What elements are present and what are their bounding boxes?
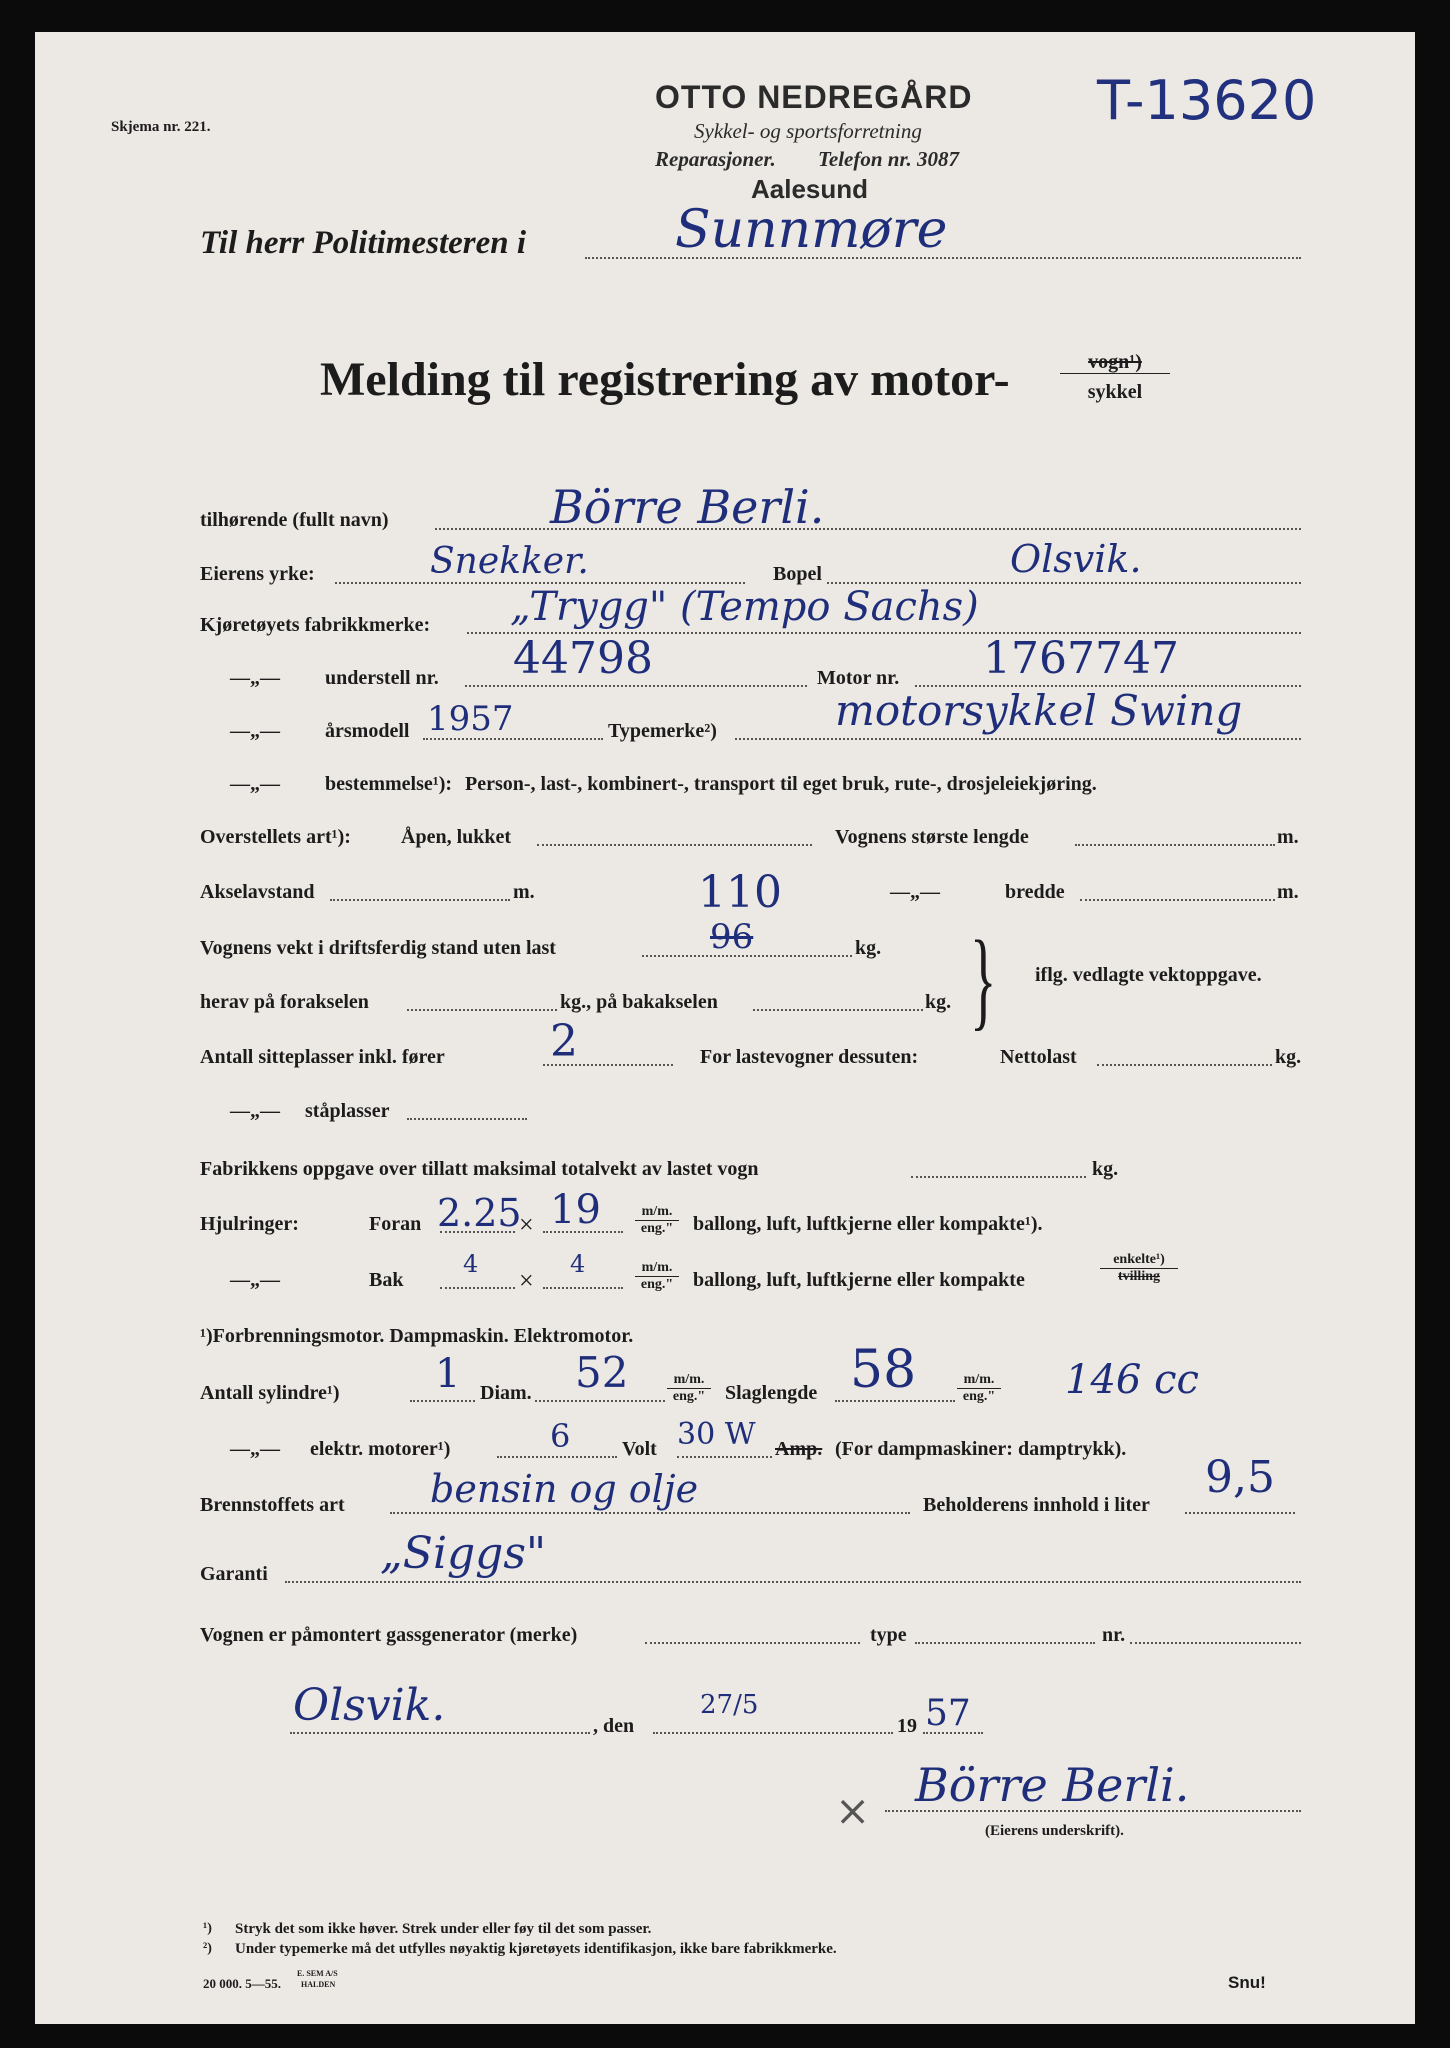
front-axle-label: herav på forakselen [200,991,369,1013]
gas-generator-label: Vognen er påmontert gassgenerator (merke) [200,1624,578,1646]
chassis-label: understell nr. [325,667,439,689]
footnote-2: Under typemerke må det utfylles nøyaktig kjøretøyets identifikasjon, ikke bare fabrikkmerke. [235,1941,837,1957]
residence-value: Olsvik. [1010,537,1142,581]
width-unit: m. [1277,881,1299,903]
police-district-value: Sunnmøre [675,200,948,260]
model-year-dash: —„— [230,720,280,742]
owner-name-label: tilhørende (fullt navn) [200,509,389,531]
net-load-unit: kg. [1275,1046,1302,1068]
unit-eng: eng." [640,1221,674,1236]
make-label: Kjøretøyets fabrikkmerke: [200,614,431,636]
date-line [653,1732,893,1734]
motor-no-label: Motor nr. [817,667,900,689]
turn-over-label: Snu! [1228,1973,1266,1992]
gas-nr-label: nr. [1102,1624,1126,1646]
model-year-label: årsmodell [325,720,410,742]
electric-motors-dash: —„— [230,1438,280,1460]
electric-volt-value: 6 [550,1417,571,1455]
guarantee-label: Garanti [200,1563,268,1585]
weight-unit: kg. [855,937,882,959]
schema-number: Skjema nr. 221. [111,119,211,135]
diameter-label: Diam. [480,1382,532,1404]
body-type-options: Åpen, lukket [401,826,512,848]
front-tire-width-value: 2.25 [437,1191,522,1235]
max-total-weight-line [911,1176,1086,1178]
net-load-label: Nettolast [1000,1046,1077,1068]
standing-label: ståplasser [305,1100,390,1122]
width-line [1080,899,1275,901]
electric-motors-label: elektr. motorer¹) [310,1438,451,1460]
standing-line [407,1118,527,1120]
electric-motors-line [497,1456,617,1458]
seats-value: 2 [550,1016,578,1067]
max-length-unit: m. [1277,826,1299,848]
rear-tire-single: enkelte¹) [1100,1252,1178,1269]
purpose-dash: —„— [230,773,280,795]
footnote-1: Stryk det som ikke høver. Strek under eller føy til det som passer. [235,1921,652,1937]
title-option-vehicle: vogn¹) [1060,351,1170,374]
gas-type-line [915,1642,1095,1644]
rear-tire-width-line [440,1287,515,1289]
rear-tire-label: Bak [369,1269,404,1291]
stamp-line-2a: Reparasjoner. [655,147,776,171]
chassis-line [465,685,807,687]
electric-watt-value: 30 W [677,1417,756,1452]
rear-tire-twin: tvilling [1117,1269,1160,1284]
rear-tire-mount [1100,1252,1178,1285]
volt-line [677,1456,772,1458]
unit-mm: m/m. [635,1260,679,1277]
width-label: bredde [1005,881,1065,903]
body-type-line [537,844,812,846]
type-mark-line [735,738,1301,740]
gas-type-label: type [870,1624,907,1646]
place-line [290,1732,590,1734]
tank-capacity-label: Beholderens innhold i liter [923,1494,1150,1516]
max-total-weight-unit: kg. [1092,1158,1119,1180]
fuel-type-line [390,1512,910,1514]
cylinders-line [410,1400,475,1402]
cylinders-label: Antall sylindre¹) [200,1382,340,1404]
weight-brace: } [970,918,997,1040]
stroke-line [835,1400,955,1402]
unit-eng: eng." [672,1389,706,1404]
purpose-options: Person-, last-, kombinert-, transport til eget bruk, rute-, drosjeleiekjøring. [465,773,1097,795]
addressee-label: Til herr Politimesteren i [200,225,527,261]
form-title: Melding til registrering av motor- [320,353,1010,406]
footnote-1-mark: ¹) [203,1921,212,1936]
stamp-city: Aalesund [751,174,869,204]
signature-value: Börre Berli. [915,1758,1190,1812]
rear-axle-unit: kg. [925,991,952,1013]
owner-name-value: Börre Berli. [550,480,825,534]
title-vehicle-choice [1060,351,1170,403]
width-dash: —„— [890,881,940,903]
type-mark-label: Typemerke²) [608,720,717,742]
unit-mm: m/m. [957,1372,1001,1389]
guarantee-value: „Siggs" [380,1528,547,1579]
diameter-line [535,1400,665,1402]
unit-mm: m/m. [667,1372,711,1389]
fuel-value: bensin og olje [430,1467,699,1511]
wheelbase-unit: m. [513,881,535,903]
displacement-value: 146 cc [1065,1357,1199,1403]
max-total-weight-label: Fabrikkens oppgave over tillatt maksimal totalvekt av lastet vogn [200,1158,759,1180]
engine-types: ¹)Forbrenningsmotor. Dampmaskin. Elektromotor. [200,1325,634,1347]
fuel-type-label: Brennstoffets art [200,1494,345,1516]
purpose-label: bestemmelse¹): [325,773,453,795]
unit-eng: eng." [640,1277,674,1292]
type-mark-value: motorsykkel Swing [835,686,1243,735]
stroke-value: 58 [850,1340,917,1400]
date-value: 27/5 [700,1690,759,1720]
year-suffix-value: 57 [925,1693,971,1734]
tank-liters-value: 9,5 [1205,1452,1275,1503]
printer-name: E. SEM A/S [297,1969,338,1978]
printer-city: HALDEN [301,1980,336,1989]
stamp-line-2b: Telefon nr. 3087 [818,147,959,171]
tank-capacity-line [1185,1512,1295,1514]
form-sheet [35,32,1415,2024]
wheelbase-label: Akselavstand [200,881,315,903]
wheelbase-line [330,899,510,901]
signature-caption: (Eierens underskrift). [985,1823,1124,1839]
chassis-dash: —„— [230,667,280,689]
residence-label: Bopel [773,563,822,585]
weight-note: iflg. vedlagte vektoppgave. [1035,964,1262,986]
occupation-label: Eierens yrke: [200,563,315,585]
title-option-cycle: sykkel [1087,381,1143,403]
gas-nr-line [1130,1642,1301,1644]
reference-number: T-13620 [1097,69,1317,132]
max-length-line [1075,844,1275,846]
stamp-name: OTTO NEDREGÅRD [655,79,973,115]
gas-generator-line [645,1642,860,1644]
truck-also-label: For lastevogner dessuten: [700,1046,919,1068]
rear-tire-dash: —„— [230,1269,280,1291]
stamp-line-1: Sykkel- og sportsforretning [694,119,922,143]
unit-eng: eng." [962,1389,996,1404]
make-value: „Trygg" (Tempo Sachs) [510,584,979,630]
amp-label: Amp. [775,1438,823,1460]
standing-dash: —„— [230,1100,280,1122]
model-year-value: 1957 [427,699,514,739]
rear-tire-times: × [519,1266,534,1295]
unit-mm: m/m. [635,1204,679,1221]
footnote-2-mark: ²) [203,1941,212,1956]
chassis-value: 44798 [513,633,653,684]
tires-label: Hjulringer: [200,1213,299,1235]
weight-value: 110 [698,867,782,918]
max-length-label: Vognens største lengde [835,826,1029,848]
steam-note: (For dampmaskiner: damptrykk). [835,1438,1127,1460]
front-tire-diam-value: 19 [550,1187,601,1233]
body-type-label: Overstellets art¹): [200,826,351,848]
stroke-label: Slaglengde [725,1382,818,1404]
place-value: Olsvik. [293,1680,446,1731]
date-den-label: , den [593,1715,635,1737]
signature-mark: × [835,1786,871,1835]
guarantee-line [285,1581,1301,1583]
net-load-line [1097,1064,1272,1066]
rear-tire-diam-value: 4 [570,1250,586,1278]
rear-tire-unit [635,1260,679,1293]
cylinders-value: 1 [435,1351,461,1397]
volt-label: Volt [622,1438,657,1460]
front-tire-types: ballong, luft, luftkjerne eller kompakte¹). [693,1213,1043,1235]
rear-axle-label: kg., på bakakselen [560,991,718,1013]
stroke-unit [957,1372,1001,1405]
rear-axle-line [753,1009,923,1011]
front-tire-label: Foran [369,1213,422,1235]
front-axle-line [407,1009,557,1011]
rear-tire-types: ballong, luft, luftkjerne eller kompakte [693,1269,1025,1291]
front-tire-times: × [519,1210,534,1239]
weight-struck-value: 96 [710,917,754,957]
front-tire-unit [635,1204,679,1237]
rear-tire-width-value: 4 [463,1250,479,1278]
year-prefix: 19 [897,1715,917,1737]
diameter-value: 52 [575,1348,629,1397]
motor-no-value: 1767747 [983,633,1179,684]
diameter-unit [667,1372,711,1405]
weight-label: Vognens vekt i driftsferdig stand uten last [200,937,556,959]
print-info: 20 000. 5—55. [203,1976,281,1991]
rear-tire-diam-line [543,1287,623,1289]
occupation-value: Snekker. [430,541,589,582]
seats-label: Antall sitteplasser inkl. fører [200,1046,445,1068]
